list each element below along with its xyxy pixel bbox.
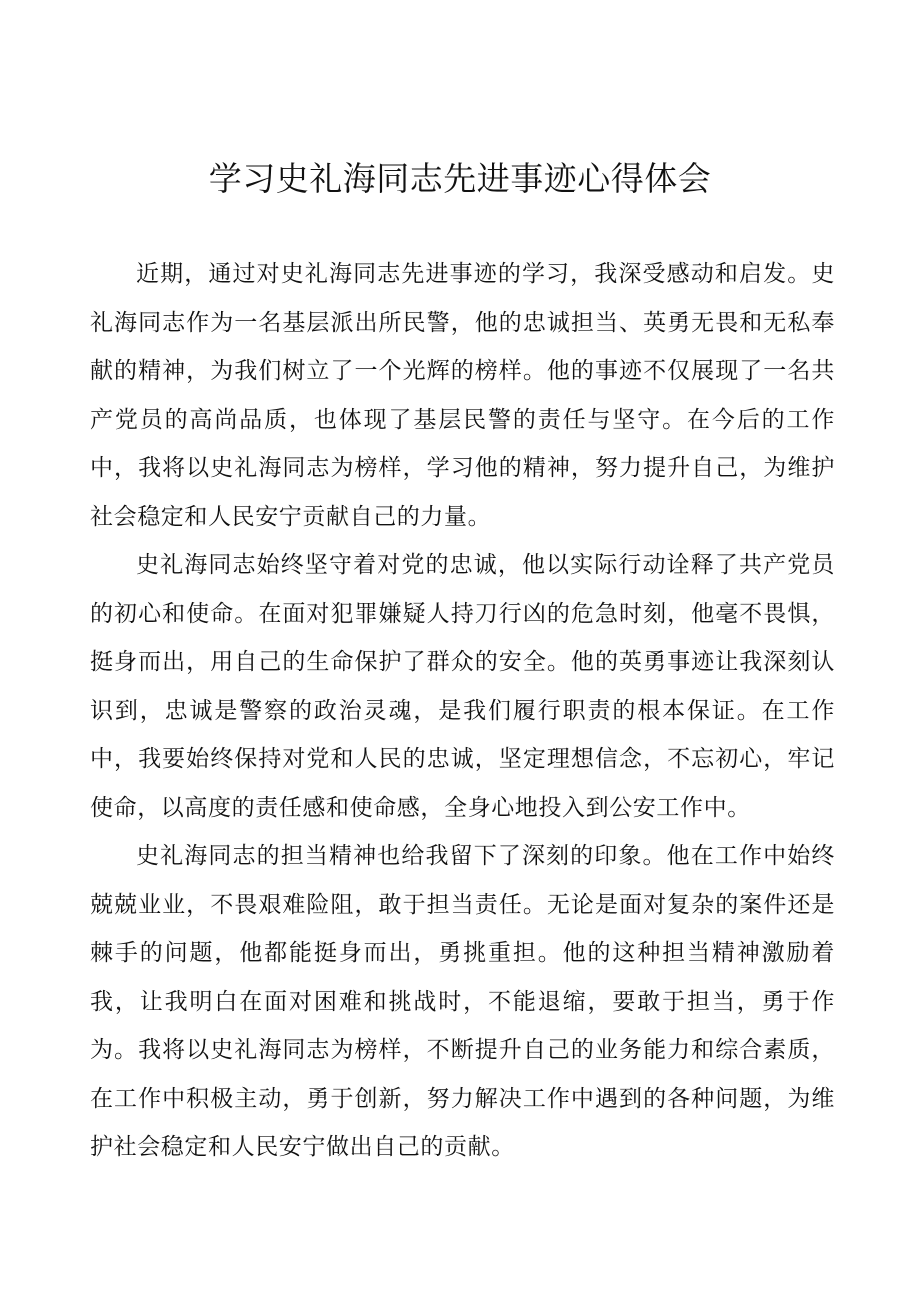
paragraph-3: 史礼海同志的担当精神也给我留下了深刻的印象。他在工作中始终兢兢业业，不畏艰难险阻，敢于担当责任。无论是面对复杂的案件还是棘手的问题，他都能挺身而出，勇挑重担。他的这种担当精神激励着我，让我明白在面对困难和挑战时，不能退缩，要敢于担当，勇于作为。我将以史礼海同志为榜样，不断提升自己的业务能力和综合素质，在工作中积极主动，勇于创新，努力解决工作中遇到的各种问题，为维护社会稳定和人民安宁做出自己的贡献。 (90, 843, 835, 1160)
document-title: 学习史礼海同志先进事迹心得体会 (208, 159, 712, 198)
paragraph-2: 史礼海同志始终坚守着对党的忠诚，他以实际行动诠释了共产党员的初心和使命。在面对犯罪嫌疑人持刀行凶的危急时刻，他毫不畏惧，挺身而出，用自己的生命保护了群众的安全。他的英勇事迹让我深刻认识到，忠诚是警察的政治灵魂，是我们履行职责的根本保证。在工作中，我要始终保持对党和人民的忠诚，坚定理想信念，不忘初心，牢记使命，以高度的责任感和使命感，全身心地投入到公安工作中。 (90, 552, 835, 821)
paragraph-1: 近期，通过对史礼海同志先进事迹的学习，我深受感动和启发。史礼海同志作为一名基层派出所民警，他的忠诚担当、英勇无畏和无私奉献的精神，为我们树立了一个光辉的榜样。他的事迹不仅展现了一名共产党员的高尚品质，也体现了基层民警的责任与坚守。在今后的工作中，我将以史礼海同志为榜样，学习他的精神，努力提升自己，为维护社会稳定和人民安宁贡献自己的力量。 (90, 261, 835, 530)
document-body (90, 250, 835, 1172)
